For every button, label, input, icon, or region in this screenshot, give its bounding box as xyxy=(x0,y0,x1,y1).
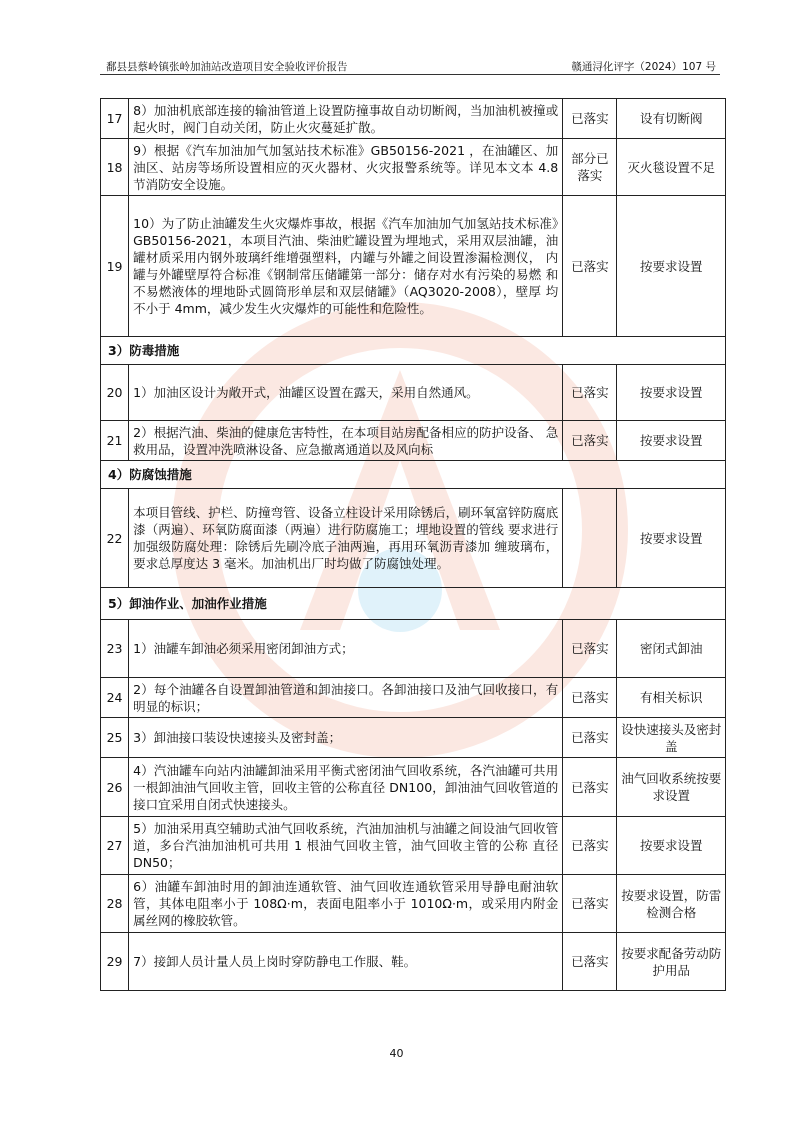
row-note: 按要求设置 xyxy=(617,196,726,337)
table-row xyxy=(101,678,726,718)
row-measure: 本项目管线、护栏、防撞弯管、设备立柱设计采用除锈后，刷环氧富锌防腐底漆（两遍）、环氧防腐面漆（两遍）进行防腐施工；埋地设置的管线 要求进行加强级防腐处理：除锈后先刷冷底子油两遍，再用环氧沥青漆加 缠玻璃布，要求总厚度达 3 毫米。加油机出厂时均做了防腐蚀处理。 xyxy=(129,489,563,588)
table-row xyxy=(101,620,726,678)
table-row xyxy=(101,718,726,758)
row-measure: 10）为了防止油罐发生火灾爆炸事故，根据《汽车加油加气加氢站技术标准》GB50156-2021，本项目汽油、柴油贮罐设置为埋地式，采用双层油罐，油罐材质采用内钢外玻璃纤维增强塑料，内罐与外罐之间设置渗漏检测仪， 内罐与外罐壁厚符合标准《钢制常压储罐第一部分：储存对水有污染的易燃 和不易燃液体的埋地卧式圆筒形单层和双层储罐》（AQ3020-2008），壁厚 均不小于 4mm，减少发生火灾爆炸的可能性和危险性。 xyxy=(129,196,563,337)
row-number: 24 xyxy=(101,678,129,718)
row-number: 17 xyxy=(101,99,129,139)
table-row xyxy=(101,489,726,588)
row-number: 23 xyxy=(101,620,129,678)
page-header xyxy=(100,56,720,75)
report-number: 赣通浔化评字（2024）107 号 xyxy=(571,61,716,73)
row-status: 已落实 xyxy=(563,678,617,718)
row-number: 26 xyxy=(101,758,129,817)
section-row xyxy=(101,337,726,365)
section-heading: 4）防腐蚀措施 xyxy=(101,461,726,489)
table-row xyxy=(101,196,726,337)
row-number: 21 xyxy=(101,421,129,461)
report-title: 鄱县县蔡岭镇张岭加油站改造项目安全验收评价报告 xyxy=(106,61,348,73)
row-status: 已落实 xyxy=(563,99,617,139)
row-status: 已落实 xyxy=(563,421,617,461)
row-measure: 1）油罐车卸油必须采用密闭卸油方式； xyxy=(129,620,563,678)
row-number: 27 xyxy=(101,817,129,875)
row-measure: 6）油罐车卸油时用的卸油连通软管、油气回收连通软管采用导静电耐油软管，其体电阻率小于 108Ω·m，表面电阻率小于 1010Ω·m，或采用内附金 属丝网的橡胶软管。 xyxy=(129,875,563,933)
section-row xyxy=(101,461,726,489)
row-measure: 1）加油区设计为敞开式，油罐区设置在露天，采用自然通风。 xyxy=(129,365,563,421)
row-measure: 7）接卸人员计量人员上岗时穿防静电工作服、鞋。 xyxy=(129,933,563,991)
row-status xyxy=(563,489,617,588)
table-row xyxy=(101,758,726,817)
row-measure: 2）每个油罐各自设置卸油管道和卸油接口。各卸油接口及油气回收接口，有明显的标识； xyxy=(129,678,563,718)
row-note: 有相关标识 xyxy=(617,678,726,718)
row-measure: 4）汽油罐车向站内油罐卸油采用平衡式密闭油气回收系统，各汽油罐可共用一根卸油油气回收主管，回收主管的公称直径 DN100，卸油油气回收管道的接口宜采用自闭式快速接头。 xyxy=(129,758,563,817)
row-status: 已落实 xyxy=(563,933,617,991)
row-note: 设有切断阀 xyxy=(617,99,726,139)
row-note: 灭火毯设置不足 xyxy=(617,139,726,196)
table-row xyxy=(101,817,726,875)
row-measure: 9）根据《汽车加油加气加氢站技术标准》GB50156-2021 ，在油罐区、加油区、站房等场所设置相应的灭火器材、火灾报警系统等。详见本文本 4.8 节消防安全设施。 xyxy=(129,139,563,196)
row-status: 已落实 xyxy=(563,758,617,817)
row-number: 22 xyxy=(101,489,129,588)
row-number: 18 xyxy=(101,139,129,196)
row-status: 已落实 xyxy=(563,620,617,678)
row-note: 密闭式卸油 xyxy=(617,620,726,678)
row-status: 已落实 xyxy=(563,365,617,421)
row-note: 按要求配备劳动防护用品 xyxy=(617,933,726,991)
table-row xyxy=(101,421,726,461)
table-row xyxy=(101,99,726,139)
row-note: 设快速接头及密封盖 xyxy=(617,718,726,758)
row-number: 28 xyxy=(101,875,129,933)
row-number: 20 xyxy=(101,365,129,421)
row-number: 19 xyxy=(101,196,129,337)
section-heading: 5）卸油作业、加油作业措施 xyxy=(101,588,726,620)
table-row xyxy=(101,139,726,196)
row-note: 油气回收系统按要求设置 xyxy=(617,758,726,817)
row-status: 已落实 xyxy=(563,196,617,337)
row-measure: 3）卸油接口装设快速接头及密封盖； xyxy=(129,718,563,758)
acceptance-table xyxy=(100,98,726,991)
section-heading: 3）防毒措施 xyxy=(101,337,726,365)
row-number: 25 xyxy=(101,718,129,758)
row-measure: 5）加油采用真空辅助式油气回收系统，汽油加油机与油罐之间设油气回收管道，多台汽油加油机可共用 1 根油气回收主管，油气回收主管的公称 直径 DN50； xyxy=(129,817,563,875)
section-row xyxy=(101,588,726,620)
table-body xyxy=(101,99,726,991)
row-measure: 2）根据汽油、柴油的健康危害特性，在本项目站房配备相应的防护设备、 急救用品，设置冲洗喷淋设备、应急撤离通道以及风向标 xyxy=(129,421,563,461)
page-number: 40 xyxy=(389,1047,404,1060)
table-row xyxy=(101,933,726,991)
row-note: 按要求设置 xyxy=(617,421,726,461)
table-row xyxy=(101,365,726,421)
row-status: 已落实 xyxy=(563,875,617,933)
row-status: 已落实 xyxy=(563,817,617,875)
row-status: 部分已落实 xyxy=(563,139,617,196)
row-note: 按要求设置 xyxy=(617,489,726,588)
row-note: 按要求设置 xyxy=(617,817,726,875)
row-note: 按要求设置，防雷检测合格 xyxy=(617,875,726,933)
row-status: 已落实 xyxy=(563,718,617,758)
row-note: 按要求设置 xyxy=(617,365,726,421)
row-number: 29 xyxy=(101,933,129,991)
table-row xyxy=(101,875,726,933)
row-measure: 8）加油机底部连接的输油管道上设置防撞事故自动切断阀，当加油机被撞或起火时，阀门自动关闭，防止火灾蔓延扩散。 xyxy=(129,99,563,139)
